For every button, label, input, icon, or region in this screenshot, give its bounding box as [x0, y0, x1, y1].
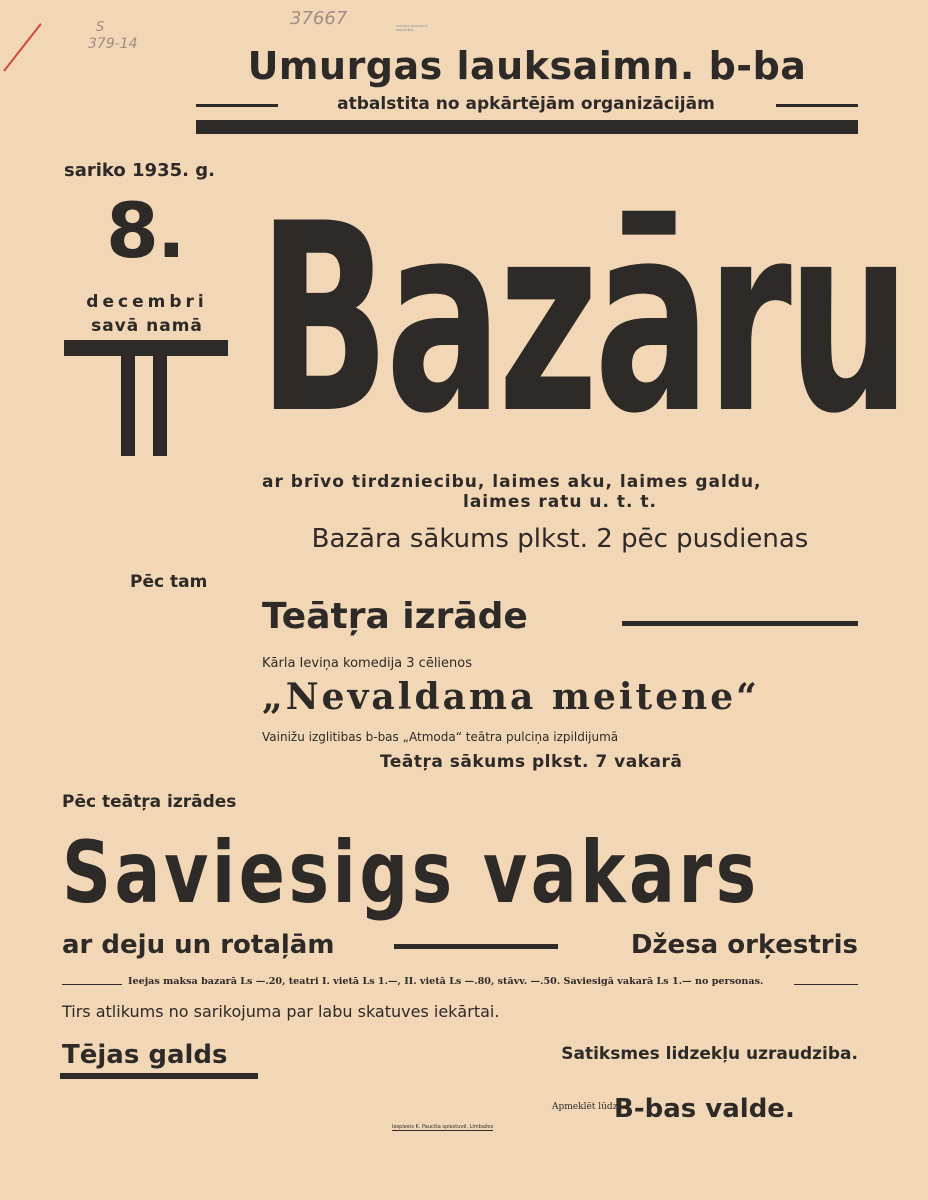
archive-code-s: S: [96, 20, 105, 35]
subtitle-rule-left: [196, 104, 278, 107]
transport-note: Satiksmes lidzekļu uzraudziba.: [561, 1044, 858, 1064]
evening-orchestra: Džesa orķestris: [630, 930, 858, 960]
bazaar-start-time: Bazāra sākums plkst. 2 pēc pusdienas: [311, 524, 809, 554]
fees-rule-left: [62, 984, 122, 985]
board-signature: B-bas valde.: [614, 1094, 795, 1124]
printer-imprint: Iespiests K. Paucīša spiestuvē, Limbažos: [392, 1124, 494, 1130]
ornament-top-bar: [64, 340, 228, 356]
organizer-subtitle: atbalstita no apkārtējām organizācijām: [337, 94, 715, 114]
after-theatre-label: Pēc teātŗa izrādes: [62, 792, 237, 812]
play-performers: Vainižu izglitibas b-bas „Atmoda“ teātra pulciņa izpildijumā: [262, 730, 619, 744]
entrance-fees: Ieejas maksa bazarā Ls —.20, teatri I. vietā Ls 1.—, II. vietā Ls —.80, stāvv. —.50. Saviesigā vakarā Ls 1.— no personas.: [128, 976, 764, 987]
theatre-rule: [622, 621, 858, 626]
date-month: decembri: [86, 292, 208, 312]
ornament-left-leg: [121, 356, 135, 456]
bazaar-title: Bazāru: [258, 169, 907, 471]
bazaar-description-2: laimes ratu u. t. t.: [463, 492, 657, 512]
tea-table-underline: [60, 1073, 258, 1079]
after-label: Pēc tam: [130, 572, 208, 592]
date-place: savā namā: [91, 316, 203, 336]
theatre-start-time: Teātŗa sākums plkst. 7 vakarā: [380, 752, 683, 772]
fees-rule-right: [794, 984, 858, 985]
library-stamp: LATVIJAS NACIONĀLĀ BIBLIOTĒKA: [396, 24, 428, 32]
evening-rule: [394, 944, 558, 949]
invite-text: Apmeklēt lūdz: [552, 1102, 618, 1112]
header-thick-rule: [196, 120, 858, 134]
subtitle-rule-right: [776, 104, 858, 107]
date-day: 8.: [106, 186, 184, 275]
archive-code-number: 379-14: [88, 36, 138, 52]
play-author: Kārla Ieviņa komedija 3 cēlienos: [262, 656, 473, 671]
date-intro: sariko 1935. g.: [64, 160, 215, 181]
evening-title: Saviesigs vakars: [62, 823, 760, 923]
bazaar-description-1: ar brīvo tirdzniecibu, laimes aku, laimes galdu,: [262, 472, 762, 492]
red-pencil-stroke: [3, 23, 42, 72]
ornament-right-leg: [153, 356, 167, 456]
play-title: „Nevaldama meitene“: [262, 676, 760, 718]
tea-table: Tējas galds: [62, 1040, 228, 1070]
organizer-title: Umurgas lauksaimn. b-ba: [247, 44, 807, 88]
proceeds-note: Tirs atlikums no sarikojuma par labu skatuves iekārtai.: [62, 1002, 500, 1021]
evening-dance: ar deju un rotaļām: [62, 930, 335, 960]
theatre-title: Teātŗa izrāde: [262, 596, 528, 637]
archive-inventory-number: 37667: [290, 8, 348, 29]
